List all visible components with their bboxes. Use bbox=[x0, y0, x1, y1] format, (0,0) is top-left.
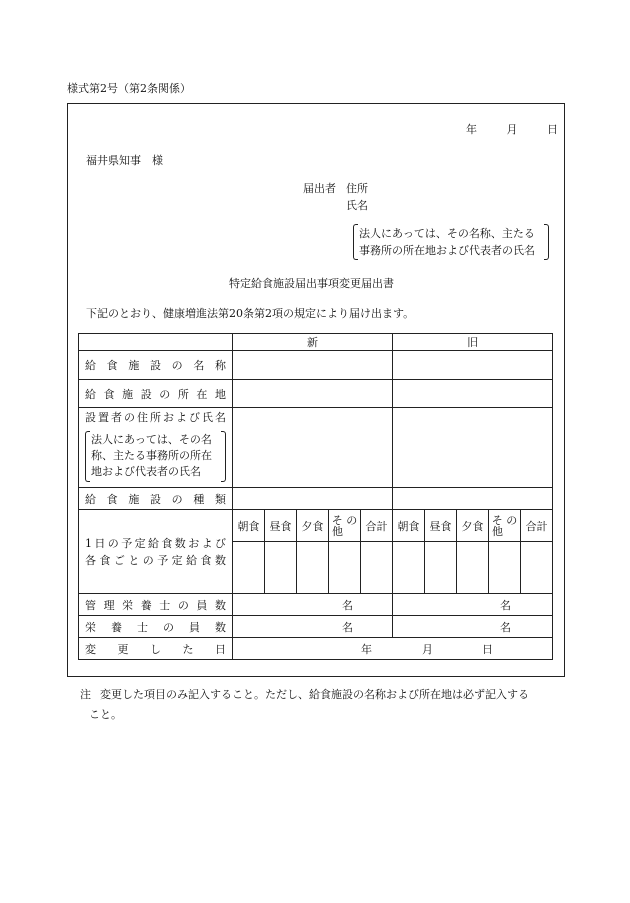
header-empty bbox=[79, 334, 233, 351]
dietitians-old[interactable] bbox=[393, 616, 553, 638]
new-breakfast-count[interactable] bbox=[233, 542, 265, 594]
applicant-label: 届出者 bbox=[303, 182, 336, 195]
founder-note-line3: 地および代表者の氏名 bbox=[91, 465, 201, 478]
old-total-count[interactable] bbox=[521, 542, 553, 594]
change-date-day: 日 bbox=[482, 642, 493, 656]
date-day: 日 bbox=[547, 123, 558, 136]
change-date-year: 年 bbox=[361, 642, 372, 656]
applicant-address-label: 住所 bbox=[346, 182, 368, 195]
form-number: 様式第2号（第2条関係） bbox=[67, 82, 191, 95]
change-date-field[interactable] bbox=[233, 638, 553, 660]
facility-type-new[interactable] bbox=[233, 488, 393, 510]
founder-label-text: 設置者の住所および氏名 bbox=[85, 411, 226, 424]
intro-text: 下記のとおり、健康増進法第20条第2項の規定により届け出ます。 bbox=[86, 307, 415, 320]
addressee: 福井県知事 様 bbox=[86, 154, 163, 167]
meals-label-line2: 各食ごとの予定給食数 bbox=[85, 553, 226, 567]
old-dinner-count[interactable] bbox=[457, 542, 489, 594]
founder-note bbox=[85, 431, 226, 482]
row-change-date-label: 変更した日 bbox=[79, 638, 233, 660]
row-meals-label bbox=[79, 510, 233, 594]
old-breakfast-count[interactable] bbox=[393, 542, 425, 594]
dietitians-new[interactable] bbox=[233, 616, 393, 638]
old-other-line2: 他 bbox=[492, 524, 504, 538]
founder-old[interactable] bbox=[393, 408, 553, 488]
registered-dietitians-new[interactable] bbox=[233, 594, 393, 616]
note-label: 注 bbox=[80, 688, 91, 701]
unit-new-registered: 名 bbox=[342, 598, 353, 612]
row-dietitians-label: 栄養士の員数 bbox=[79, 616, 233, 638]
unit-old-dietitians: 名 bbox=[500, 620, 512, 634]
meals-label-line1: 1日の予定給食数および bbox=[85, 536, 226, 550]
new-total-header: 合計 bbox=[361, 510, 393, 542]
new-lunch-count[interactable] bbox=[265, 542, 297, 594]
old-lunch-header: 昼食 bbox=[425, 510, 457, 542]
new-lunch-header: 昼食 bbox=[265, 510, 297, 542]
change-table bbox=[78, 333, 553, 660]
founder-note-line2: 称、主たる事務所の所在 bbox=[91, 449, 212, 462]
row-registered-dietitians-label: 管理栄養士の員数 bbox=[79, 594, 233, 616]
applicant-note bbox=[353, 224, 549, 260]
new-other-line2: 他 bbox=[332, 524, 343, 538]
old-other-line1: そ の bbox=[491, 513, 518, 527]
new-other-line1: そ の bbox=[331, 513, 358, 527]
old-breakfast-header: 朝食 bbox=[393, 510, 425, 542]
facility-name-old[interactable] bbox=[393, 351, 553, 380]
header-old: 旧 bbox=[393, 334, 553, 351]
new-other-count[interactable] bbox=[329, 542, 361, 594]
date-month: 月 bbox=[506, 123, 518, 136]
new-dinner-count[interactable] bbox=[297, 542, 329, 594]
row-facility-name-label: 給食施設の名称 bbox=[79, 351, 233, 380]
header-date bbox=[466, 121, 558, 137]
applicant-note-line2: 事務所の所在地および代表者の氏名 bbox=[359, 244, 535, 257]
date-year: 年 bbox=[466, 123, 477, 136]
facility-name-new[interactable] bbox=[233, 351, 393, 380]
new-total-count[interactable] bbox=[361, 542, 393, 594]
unit-new-dietitians: 名 bbox=[342, 620, 353, 634]
header-new: 新 bbox=[233, 334, 393, 351]
old-other-header bbox=[489, 510, 521, 542]
note-line2: こと。 bbox=[89, 708, 122, 721]
founder-new[interactable] bbox=[233, 408, 393, 488]
applicant-note-line1: 法人にあっては、その名称、主たる bbox=[359, 227, 535, 240]
row-founder-label bbox=[79, 408, 233, 488]
old-lunch-count[interactable] bbox=[425, 542, 457, 594]
applicant-name-label: 氏名 bbox=[346, 199, 368, 212]
new-dinner-header: 夕食 bbox=[297, 510, 329, 542]
old-other-count[interactable] bbox=[489, 542, 521, 594]
new-other-header bbox=[329, 510, 361, 542]
old-dinner-header: 夕食 bbox=[457, 510, 489, 542]
document-title: 特定給食施設届出事項変更届出書 bbox=[229, 277, 394, 290]
change-date-month: 月 bbox=[422, 642, 433, 656]
founder-note-line1: 法人にあっては、その名 bbox=[91, 433, 212, 446]
facility-type-old[interactable] bbox=[393, 488, 553, 510]
new-breakfast-header: 朝食 bbox=[233, 510, 265, 542]
registered-dietitians-old[interactable] bbox=[393, 594, 553, 616]
facility-address-old[interactable] bbox=[393, 380, 553, 408]
row-facility-address-label: 給食施設の所在地 bbox=[79, 380, 233, 408]
old-total-header: 合計 bbox=[521, 510, 553, 542]
facility-address-new[interactable] bbox=[233, 380, 393, 408]
unit-old-registered: 名 bbox=[500, 598, 512, 612]
note-line1: 変更した項目のみ記入すること。ただし、給食施設の名称および所在地は必ず記入する bbox=[100, 688, 529, 701]
row-facility-type-label: 給食施設の種類 bbox=[79, 488, 233, 510]
